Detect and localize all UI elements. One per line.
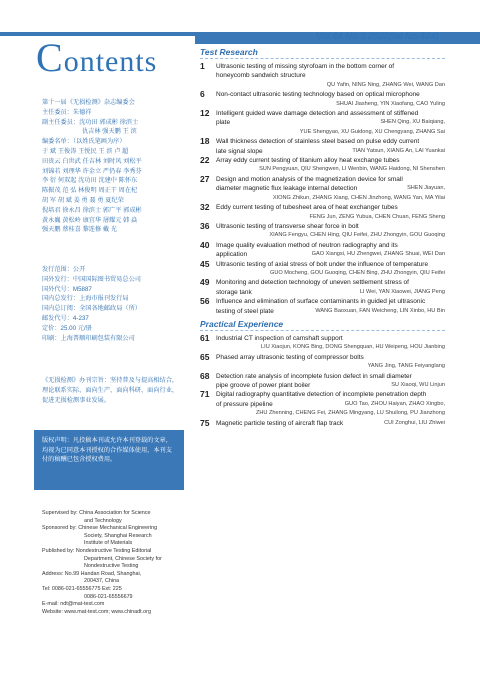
toc-entry	[200, 222, 445, 241]
committee-line: 第十一届《无损检测》杂志编委会	[42, 99, 135, 106]
english-line: Website: www.mat-test.com; www.chinadt.org	[42, 608, 151, 615]
toc-entry	[200, 62, 445, 90]
english-line: and Technology	[84, 517, 122, 524]
committee-line: 倪培君 徐永昌 徐滨士 郭广平 郭成彬	[42, 206, 142, 214]
article-authors: SUN Pengyuan, QIU Shengwen, LI Wenbin, WANG Haidong, NI Shenshen	[259, 166, 445, 173]
article-title: Ultrasonic testing of transverse shear force in bolt	[216, 222, 359, 230]
article-authors: CUI Zonghui, LIU Zhiwei	[384, 419, 445, 426]
page-number: 27	[200, 173, 210, 184]
page-number: 61	[200, 332, 210, 343]
section-divider	[200, 58, 445, 59]
page-number: 68	[200, 370, 210, 381]
article-authors: XIANG Fengyu, CHEN Hing, QIU Feifei, ZHU Zhongyin, GOU Guoqing	[269, 232, 445, 239]
article-authors: WANG Baoxuan, FAN Weicheng, LIN Xinbo, HU Bin	[315, 307, 445, 314]
english-line: Nondestructive Testing	[84, 563, 139, 570]
page-number: 32	[200, 202, 210, 213]
committee-line: 于 斌 王俊涛 王悦民 王 滨 卢 超	[42, 147, 129, 155]
page-number: 75	[200, 417, 210, 428]
logo-rest: ontents	[63, 45, 158, 78]
english-line: 0086-021-65556679	[84, 593, 133, 600]
committee-line: 强天鹏 蔡桂喜 黎连修 戴 光	[42, 226, 117, 234]
committee-line: 刘锦若 刘理华 许金立 严仍春 李秀芬	[42, 167, 142, 175]
english-line: Address: No.99 Handan Road, Shanghai,	[42, 570, 142, 577]
copyright-notice: 版权声明：凡投稿本刊或允许本刊登载的文章，均视为已同意本刊授权的合作媒体使用，本刊支付的稿酬已包含授权费用。	[34, 430, 184, 490]
english-line: Supervised by: China Association for Science	[42, 510, 151, 516]
article-authors: FENG Jun, ZENG Yubua, CHEN Chuan, FENG Sheng	[309, 213, 445, 220]
article-title-row	[200, 381, 445, 390]
article-title: Eddy current testing of tubesheet area of heat exchanger tubes	[216, 204, 398, 212]
toc-entry	[200, 372, 445, 391]
article-title: Array eddy current testing of titanium alloy heat exchange tubes	[216, 157, 400, 165]
page-number: 36	[200, 220, 210, 231]
article-authors: SU Xiaoqi, WU Linjun	[391, 382, 445, 388]
article-authors: LIU Xiaojun, KONG Bing, DONG Shengquan, HU Weipeng, HOU Jianbing	[261, 344, 445, 351]
article-title: diameter magnetic flux leakage internal detection	[216, 185, 358, 193]
article-title: Image quality evaluation method of neutron radiography and its	[216, 241, 398, 249]
article-title: application	[216, 251, 248, 259]
contents-list	[200, 46, 445, 428]
article-authors: ZHU Zhenning, CHENG Fei, ZHANG Mingyang, LU Shuilong, PU Jianzhong	[255, 410, 445, 417]
publication-info	[42, 265, 182, 343]
article-authors: GUO Tao, ZHOU Haiyan, ZHAO Xingbo,	[344, 400, 445, 407]
article-title: Design and motion analysis of the magnetization device for small	[216, 175, 403, 183]
article-title: late signal slope	[216, 147, 263, 155]
article-title-row	[200, 288, 445, 297]
article-authors: GAO Xiangsi, HU Zhengwei, ZHANG Shuai, WEI Dan	[311, 251, 445, 258]
page-number: 12	[200, 108, 210, 119]
article-title: Ultrasonic testing of missing styrofoam in the bottom corner of	[216, 63, 395, 70]
article-title: honeycomb sandwich structure	[216, 72, 306, 80]
toc-entry	[200, 156, 445, 175]
article-title: Non-contact ultrasonic testing technology based on optical microphone	[216, 91, 420, 99]
article-authors: YUE Shengyao, XU Guidong, XU Chengyang, ZHANG Sai	[299, 128, 445, 135]
editorial-committee	[42, 98, 182, 235]
page-number: 65	[200, 351, 210, 362]
page-number: 71	[200, 389, 210, 400]
article-title: testing of steel plate	[216, 307, 274, 315]
committee-line: 胡 军 胡 斌 姜 勇 聂 勇 夏纪荣	[42, 196, 124, 204]
article-authors: SHEN Jiayuan,	[407, 185, 445, 192]
committee-line: 主任委员：朱德祥	[42, 108, 92, 116]
toc-entry	[200, 390, 445, 418]
toc-entry	[200, 260, 445, 279]
toc-entry	[200, 109, 445, 137]
english-line: Department, Chinese Society for	[84, 555, 162, 562]
section-title: Test Research	[200, 47, 258, 57]
committee-line: 李 衍 何双起 沈功田 沈建中 陈怀东	[42, 177, 138, 185]
article-title: plate	[216, 119, 231, 127]
article-authors: GUO Mocheng, GOU Guoqing, CHEN Bing, ZHU Zhongyin, QIU Feifei	[269, 269, 445, 276]
english-line: E-mail: ndt@mat-test.com	[42, 601, 105, 608]
page-number: 40	[200, 239, 210, 250]
article-title-row	[200, 147, 445, 156]
toc-entry	[200, 203, 445, 222]
article-authors: SHEN Qing, XU Baiqiang,	[380, 119, 445, 126]
article-authors: SHUAI Jiasheng, YIN Xiaofang, CAO Yuling	[336, 100, 445, 107]
section-divider	[200, 330, 445, 331]
english-publisher-info	[42, 510, 192, 616]
page-number: 18	[200, 136, 210, 147]
logo-initial: C	[36, 35, 64, 80]
article-title: of pressure pipeline	[216, 400, 273, 408]
toc-entry	[200, 419, 445, 428]
article-title: Industrial CT inspection of camshaft support	[216, 334, 343, 342]
info-line: 定价：25.00 元/册	[42, 324, 92, 332]
contents-logo	[36, 34, 157, 81]
journal-purpose: 《无损检测》办刊宗旨：坚持普及与提高相结合，理论联系实际、面向生产、面向科研、面向行业，促进无损检测事业发展。	[42, 377, 179, 404]
info-line: 国内总订阅：全国各地邮政局（所）	[42, 305, 141, 313]
committee-line: 副主任委员：沈功田 郭成彬 徐滨士	[42, 118, 139, 126]
article-authors: QU Yafin, NING Ning, ZHANG Wei, WANG Dan	[326, 81, 445, 88]
article-title: Monitoring and detection technology of uneven settlement stress of	[216, 279, 409, 287]
page-number: 22	[200, 155, 210, 166]
english-line: Institute of Materials	[84, 540, 133, 547]
article-title: Digital radiography quantitative detection of incomplete penetration depth	[216, 391, 427, 399]
committee-line: 仇吉林 强天鹏 王 滨	[82, 128, 137, 136]
article-title-row	[200, 419, 445, 428]
english-line: Tel: 0086-021-65556775 Ext: 225	[42, 585, 122, 592]
issue-label: Vol.44 No.3 2022(tal No.444)	[316, 31, 439, 42]
page-number: 1	[200, 61, 205, 71]
english-line: Published by: Nondestructive Testing Editorial	[42, 547, 152, 554]
toc-entry	[200, 241, 445, 260]
page-number: 45	[200, 258, 210, 269]
toc-entry	[200, 137, 445, 156]
committee-line: 编委名单：（以姓氏笔画为序）	[42, 138, 126, 146]
article-title: Ultrasonic testing of axial stress of bolt under the influence of temperature	[216, 260, 429, 268]
article-title-row	[200, 250, 445, 259]
toc-entry	[200, 278, 445, 297]
page-number: 49	[200, 277, 210, 288]
article-title: pipe groove of power plant boiler	[216, 382, 311, 389]
info-line: 邮发代号：4-237	[42, 314, 89, 322]
toc-entry	[200, 90, 445, 109]
info-line: 国外代号：M5887	[42, 285, 92, 293]
article-title: Magnetic particle testing of aircraft flap track	[216, 419, 344, 427]
article-title: Phased array ultrasonic testing of compressor bolts	[216, 353, 364, 361]
committee-line: 陈振茂 范 弘 林俊明 周正干 周在杞	[42, 187, 138, 195]
article-title: Influence and elimination of surface contaminants in guided jet ultrasonic	[216, 298, 426, 306]
article-title-row	[200, 307, 445, 316]
article-authors: XIONG Zhikun, ZHANG Xiang, CHEN Jinzhong, WANG Yan, MA Yilai	[272, 194, 445, 201]
article-title-row	[200, 118, 445, 127]
english-line: Sponsored by: Chinese Mechanical Engineering	[42, 525, 158, 532]
page-number: 56	[200, 296, 210, 307]
page-number: 6	[200, 89, 205, 100]
section-title: Practical Experience	[200, 318, 284, 329]
english-line: Society, Shanghai Research	[84, 532, 152, 539]
article-title: storage tank	[216, 288, 252, 296]
article-title: Detection rate analysis of incomplete fusion defect in small diameter	[216, 372, 412, 380]
english-line: 200437, China	[84, 578, 120, 585]
committee-line: 黄永巍 黄松岭 康宜华 屠耀元 韩 焱	[42, 216, 138, 224]
committee-line: 田贵云 白世武 任吉林 刘时风 刘松平	[42, 157, 142, 165]
article-authors: YANG Jing, TANG Feiyanglang	[367, 363, 445, 370]
info-line: 国内总发行：上海市报刊发行局	[42, 295, 129, 303]
article-title: Wall thickness detection of stainless steel based on pulse eddy current	[216, 138, 420, 146]
toc-entry	[200, 353, 445, 372]
toc-entry	[200, 334, 445, 353]
info-line: 国外发行：中国国际图书贸易总公司	[42, 275, 141, 283]
toc-entry	[200, 297, 445, 316]
article-title-row	[200, 400, 445, 409]
article-authors: TIAN Yatsun, XIANG An, LAI Yuankai	[352, 147, 445, 154]
article-title: Intelligent guided wave damage detection and assessment of stiffened	[216, 110, 419, 118]
toc-entry	[200, 175, 445, 203]
article-title-row	[200, 184, 445, 193]
info-line: 印刷：上海普顺印刷包装有限公司	[42, 334, 135, 342]
info-line: 发行范围：公开	[42, 266, 86, 273]
article-authors: LI Wei, YAN Xiaowei, JIANG Peng	[359, 288, 445, 295]
